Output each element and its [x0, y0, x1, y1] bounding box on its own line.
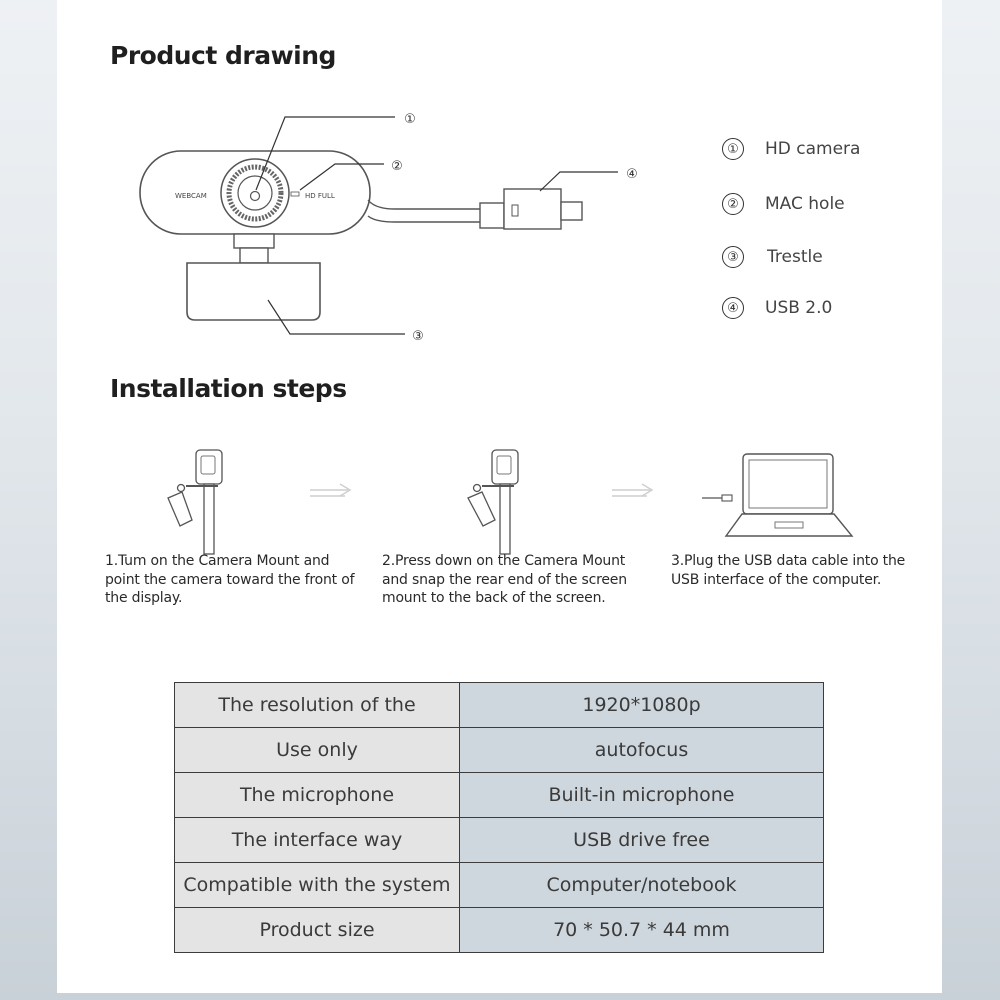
callout-1 — [404, 112, 416, 127]
callout-3 — [412, 329, 424, 344]
trestle — [187, 263, 320, 320]
arrow-right-icon — [612, 484, 652, 496]
svg-text:②: ② — [391, 159, 403, 174]
step-1-text: 1.Tum on the Camera Mount and point the camera toward the front of the display. — [105, 553, 355, 606]
section-title-product-drawing: Product drawing — [110, 41, 336, 70]
step-3-text: 3.Plug the USB data cable into the USB interface of the computer. — [671, 553, 906, 588]
table-row — [175, 908, 824, 953]
spec-value: Computer/notebook — [460, 863, 824, 908]
spec-value: USB drive free — [460, 818, 824, 863]
legend-label: HD camera — [765, 139, 861, 159]
step2-illustration — [468, 450, 518, 554]
table-row — [175, 773, 824, 818]
spec-value: autofocus — [460, 728, 824, 773]
legend-item-mac-hole — [722, 191, 845, 217]
laptop-icon — [702, 454, 852, 536]
product-drawing — [0, 0, 1000, 370]
spec-value: 1920*1080p — [460, 683, 824, 728]
specs-table — [174, 682, 824, 953]
svg-text:①: ① — [404, 112, 416, 127]
section-title-installation-steps: Installation steps — [110, 374, 347, 403]
usb-cable — [368, 200, 480, 209]
legend-label: Trestle — [767, 247, 823, 267]
svg-text:③: ③ — [412, 329, 424, 344]
camera-label-left: WEBCAM — [175, 192, 207, 200]
callout-4 — [626, 167, 638, 182]
spec-value: Built-in microphone — [460, 773, 824, 818]
arrow-right-icon — [310, 484, 350, 496]
table-row — [175, 683, 824, 728]
spec-key: The resolution of the — [175, 683, 460, 728]
legend-item-hd-camera — [722, 136, 860, 162]
step1-illustration — [168, 450, 222, 554]
installation-illustrations — [0, 440, 1000, 550]
legend-number: ③ — [722, 246, 744, 268]
legend-number: ① — [722, 138, 744, 160]
legend-number: ② — [722, 193, 744, 215]
spec-key: The interface way — [175, 818, 460, 863]
legend-item-trestle — [722, 244, 823, 270]
spec-key: Use only — [175, 728, 460, 773]
table-row — [175, 818, 824, 863]
spec-value: 70 * 50.7 * 44 mm — [460, 908, 824, 953]
spec-key: Compatible with the system — [175, 863, 460, 908]
camera-label-right: HD FULL — [305, 192, 335, 200]
legend-item-usb — [722, 295, 832, 321]
svg-text:④: ④ — [626, 167, 638, 182]
camera-icon — [221, 159, 289, 227]
table-row — [175, 728, 824, 773]
legend-number: ④ — [722, 297, 744, 319]
legend-label: MAC hole — [765, 194, 845, 214]
table-row — [175, 863, 824, 908]
spec-key: Product size — [175, 908, 460, 953]
spec-key: The microphone — [175, 773, 460, 818]
step-2-text: 2.Press down on the Camera Mount and snap the rear end of the screen mount to the back of the screen. — [382, 553, 627, 606]
callout-2 — [391, 159, 403, 174]
legend-label: USB 2.0 — [765, 298, 833, 318]
